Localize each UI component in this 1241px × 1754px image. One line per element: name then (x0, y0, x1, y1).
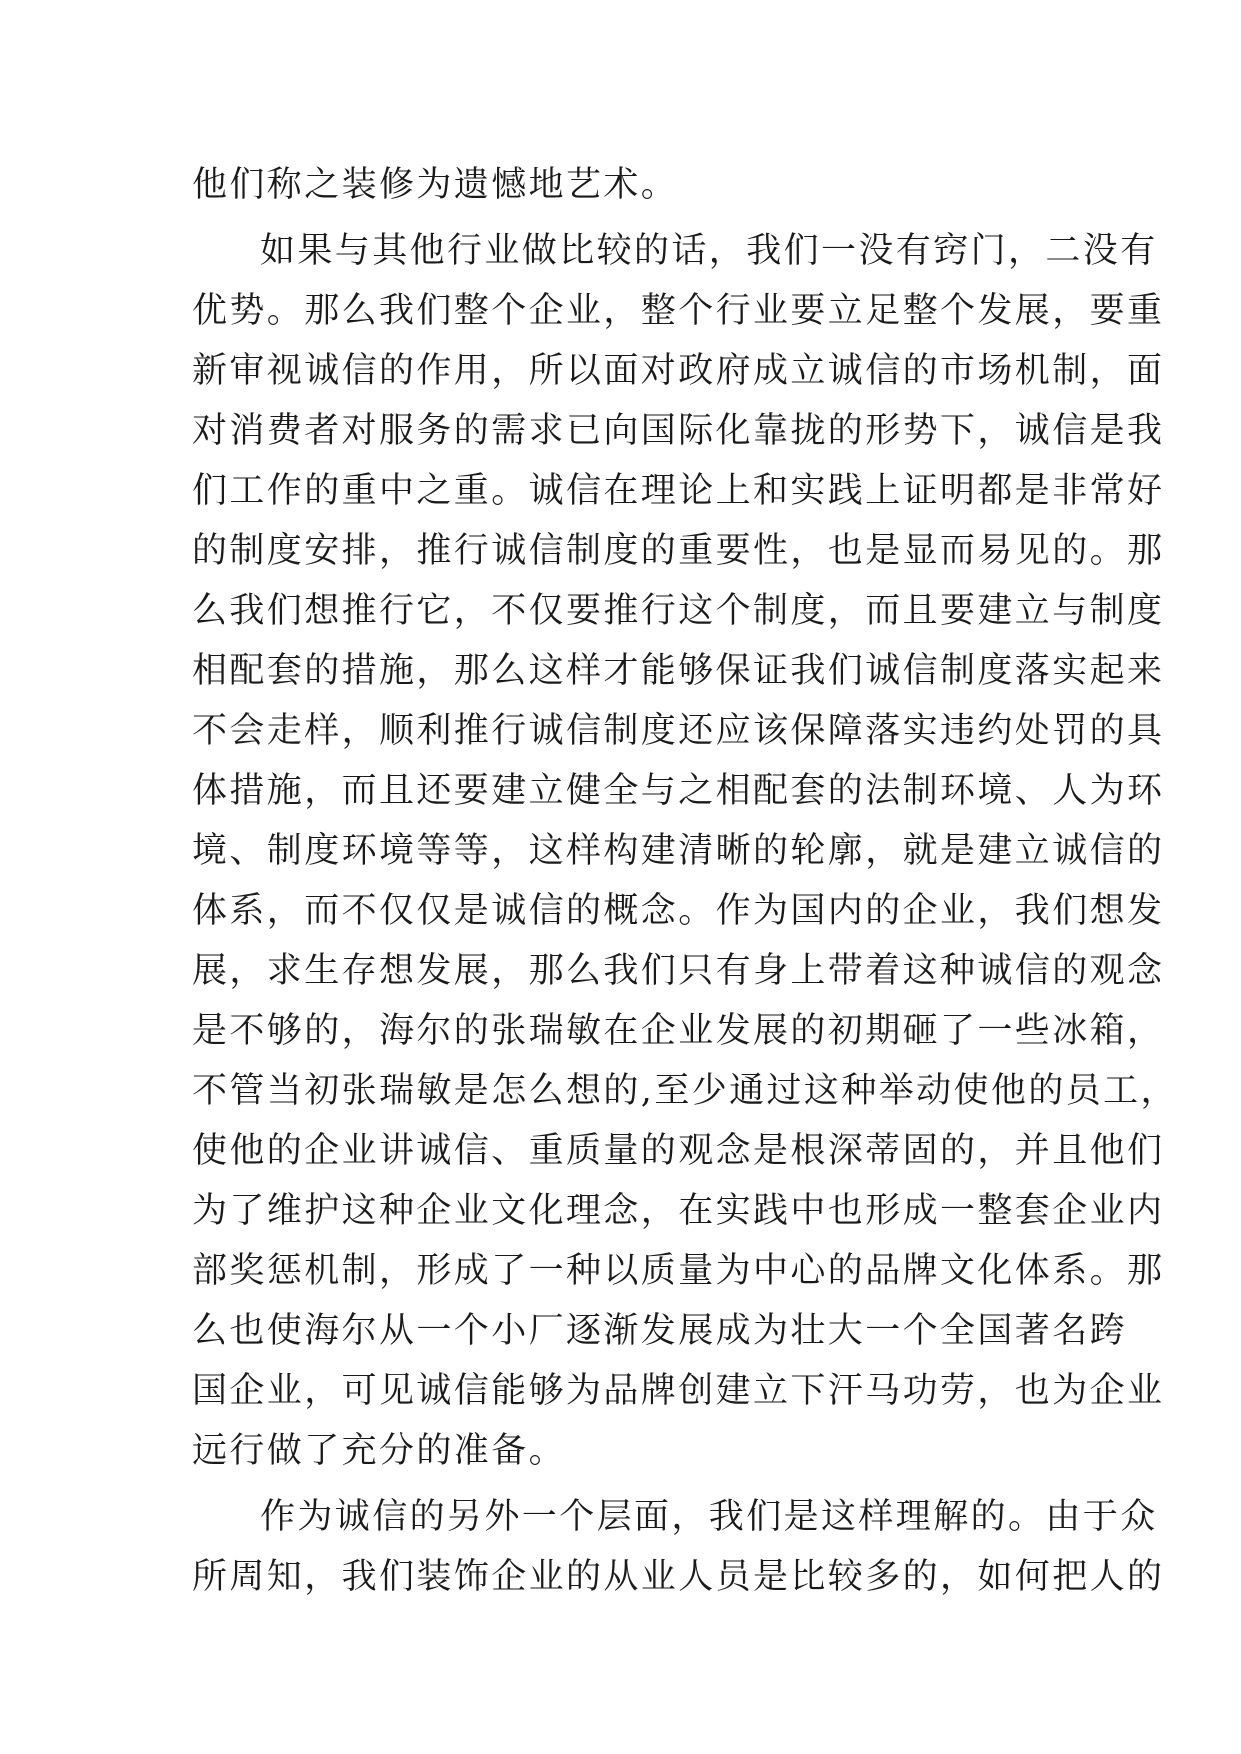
text-line: 不会走样，顺利推行诚信制度还应该保障落实违约处罚的具 (192, 711, 1165, 751)
text-line: 相配套的措施，那么这样才能够保证我们诚信制度落实起来 (192, 651, 1165, 691)
text-line: 他们称之装修为遗憾地艺术。 (192, 165, 679, 205)
text-line: 境、制度环境等等，这样构建清晰的轮廓，就是建立诚信的 (192, 831, 1165, 871)
text-line: 远行做了充分的准备。 (192, 1431, 567, 1471)
paragraph (192, 155, 1072, 215)
text-line: 为了维护这种企业文化理念，在实践中也形成一整套企业内 (192, 1191, 1165, 1231)
text-line: 的制度安排，推行诚信制度的重要性，也是显而易见的。那 (192, 531, 1165, 571)
text-line: 国企业，可见诚信能够为品牌创建立下汗马功劳，也为企业 (192, 1371, 1165, 1411)
text-line: 优势。那么我们整个企业，整个行业要立足整个发展，要重 (192, 291, 1165, 331)
text-line: 对消费者对服务的需求已向国际化靠拢的形势下，诚信是我 (192, 411, 1165, 451)
text-line: 所周知，我们装饰企业的从业人员是比较多的，如何把人的 (192, 1557, 1165, 1597)
text-line: 展，求生存想发展，那么我们只有身上带着这种诚信的观念 (192, 951, 1165, 991)
text-line: 么我们想推行它，不仅要推行这个制度，而且要建立与制度 (192, 591, 1165, 631)
text-line: 不管当初张瑞敏是怎么想的,至少通过这种举动使他的员工， (192, 1071, 1178, 1111)
text-line: 体系，而不仅仅是诚信的概念。作为国内的企业，我们想发 (192, 891, 1165, 931)
text-line: 作为诚信的另外一个层面，我们是这样理解的。由于众 (260, 1497, 1158, 1537)
text-line: 部奖惩机制，形成了一种以质量为中心的品牌文化体系。那 (192, 1251, 1165, 1291)
text-line: 新审视诚信的作用，所以面对政府成立诚信的市场机制，面 (192, 351, 1165, 391)
paragraph (192, 221, 1178, 1481)
text-line: 是不够的，海尔的张瑞敏在企业发展的初期砸了一些冰箱， (192, 1011, 1165, 1051)
document-body (192, 155, 1178, 1607)
text-line: 们工作的重中之重。诚信在理论上和实践上证明都是非常好 (192, 471, 1165, 511)
paragraph (192, 1487, 1165, 1607)
text-line: 使他的企业讲诚信、重质量的观念是根深蒂固的，并且他们 (192, 1131, 1165, 1171)
text-line: 体措施，而且还要建立健全与之相配套的法制环境、人为环 (192, 771, 1165, 811)
text-line: 如果与其他行业做比较的话，我们一没有窍门，二没有 (260, 231, 1158, 271)
text-line: 么也使海尔从一个小厂逐渐发展成为壮大一个全国著名跨 (192, 1311, 1128, 1351)
